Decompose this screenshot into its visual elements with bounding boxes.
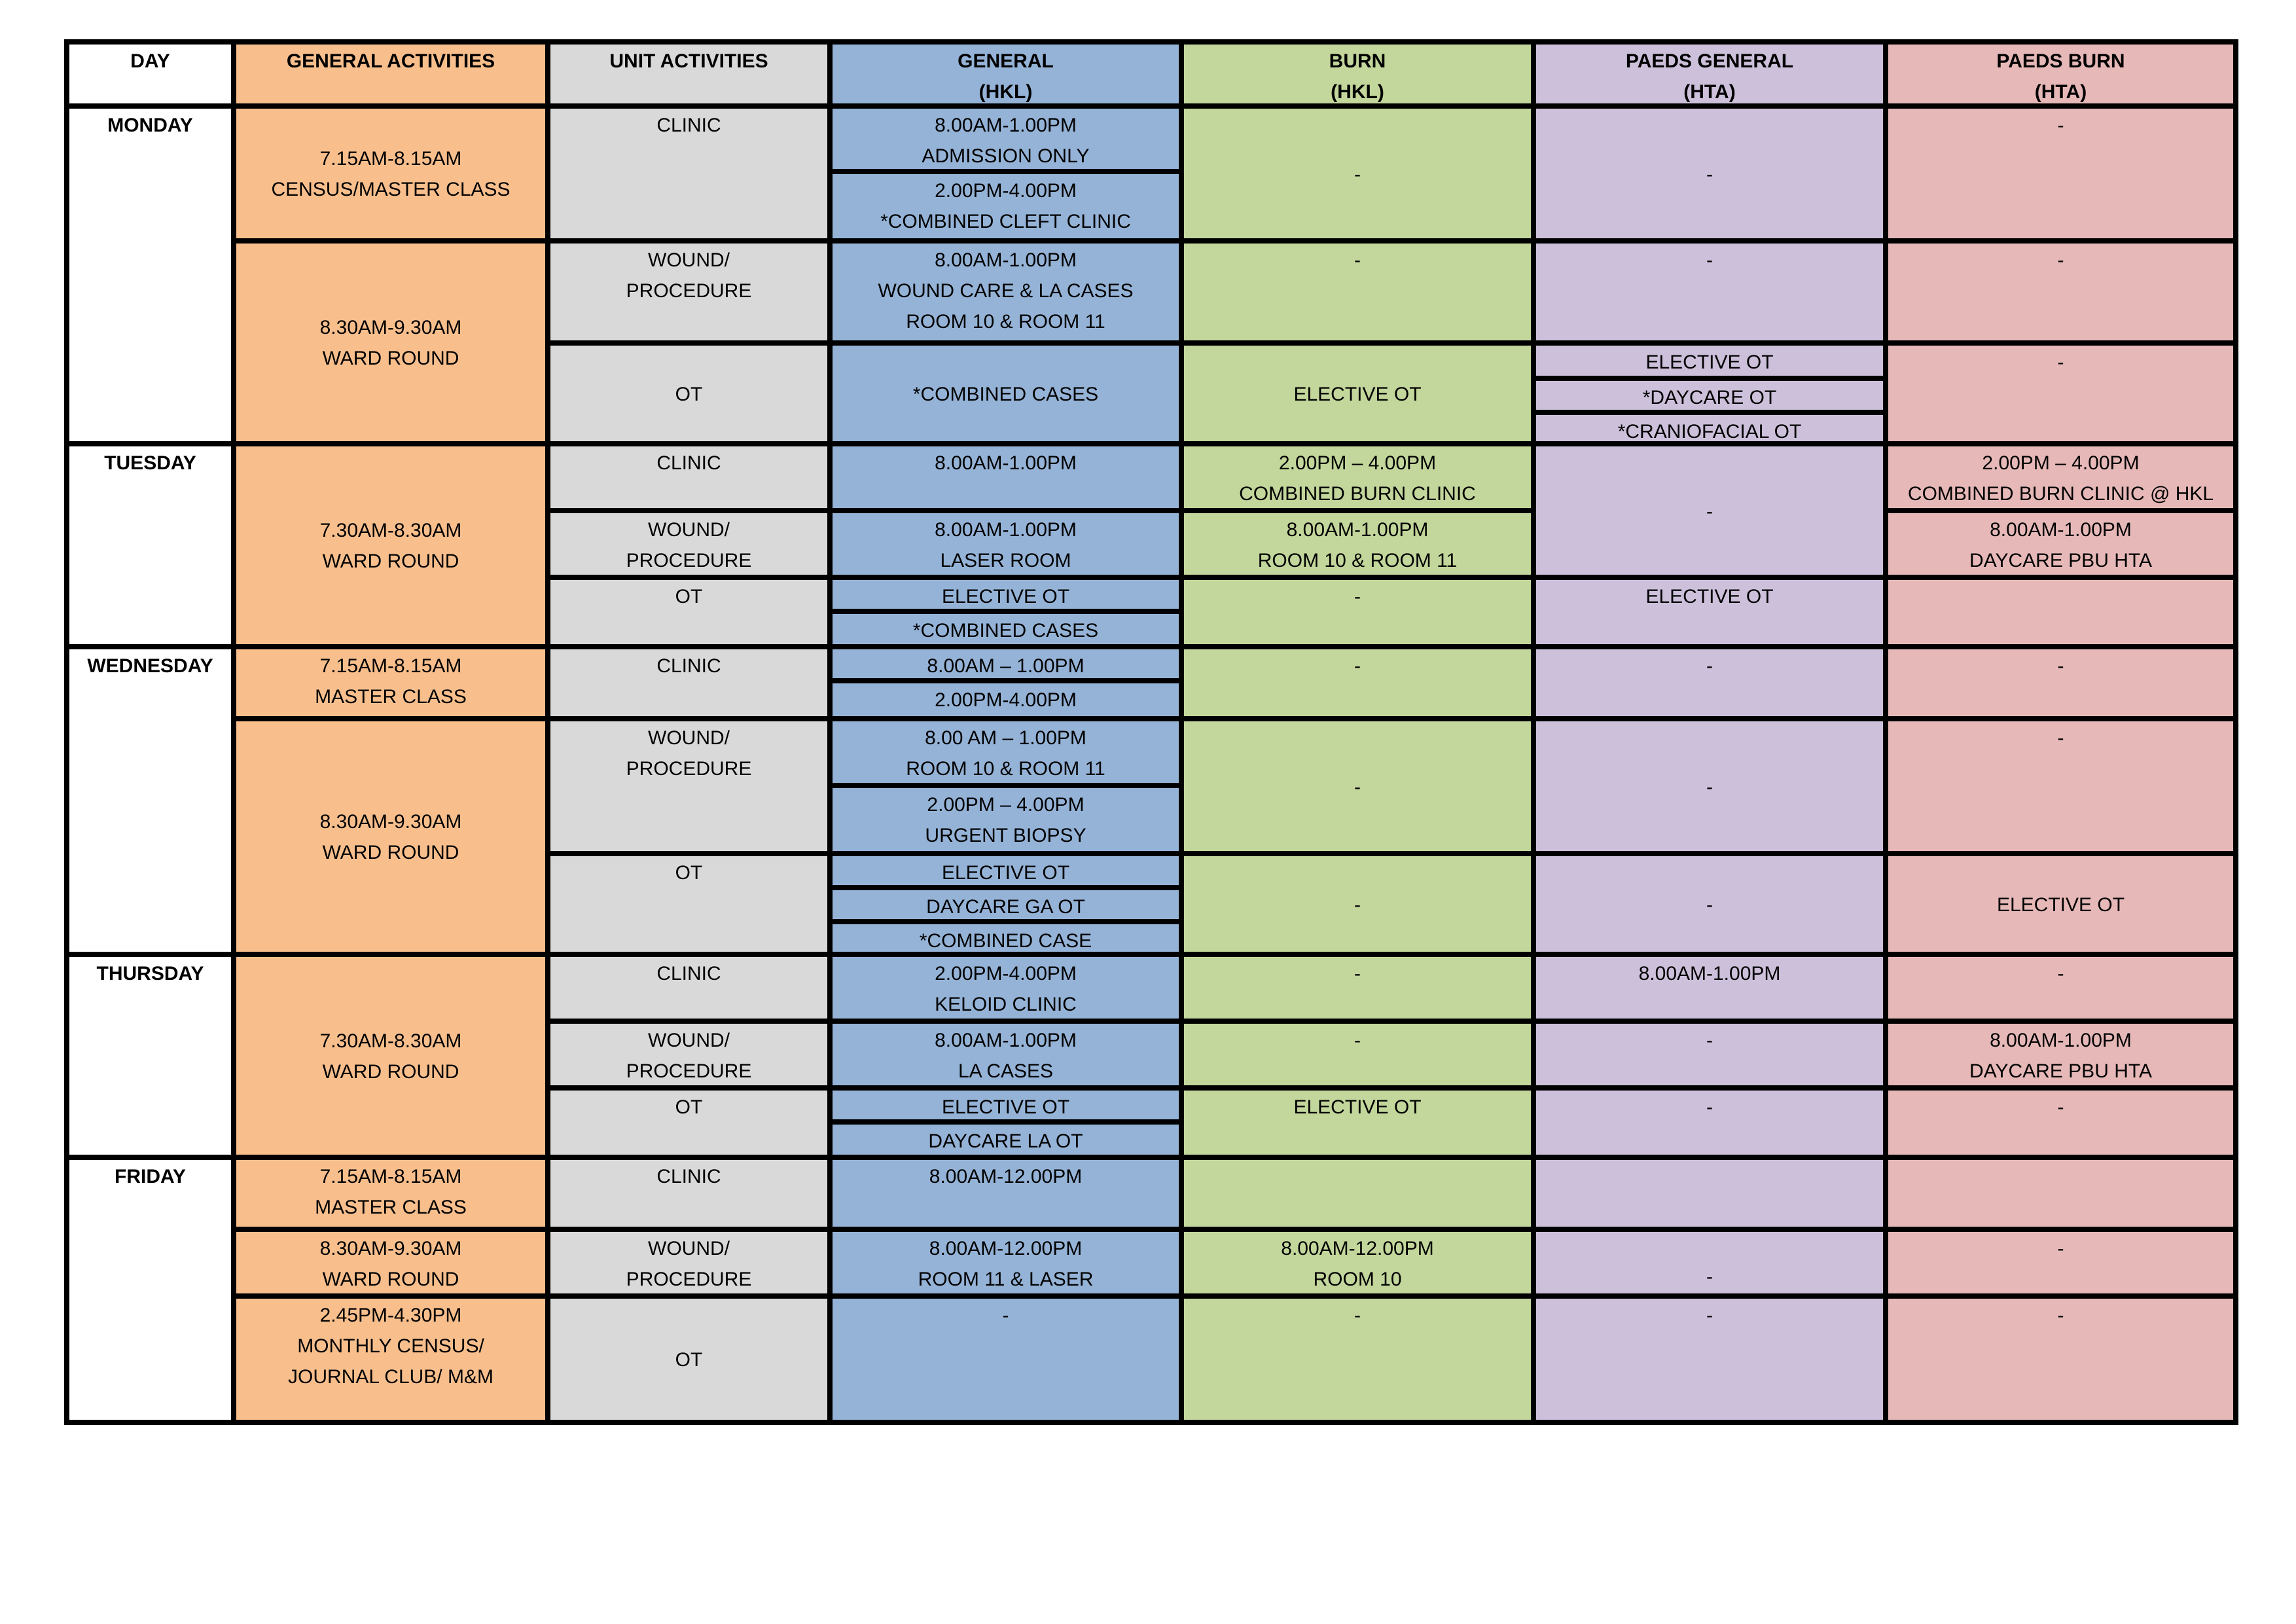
unit-activity-wound: [550, 721, 827, 851]
burn-hkl-tue-wound: [1184, 513, 1531, 575]
unit-activity-wound-line: WOUND/: [648, 1030, 730, 1051]
paeds-burn-hta-tue-wound-line: DAYCARE PBU HTA: [1969, 550, 2152, 571]
general-activity-line: 8.30AM-9.30AM: [319, 317, 462, 338]
burn-hkl-tue-wound-line: ROOM 10 & ROOM 11: [1257, 550, 1458, 571]
general-hkl-tue-clinic-line: 8.00AM-1.00PM: [935, 452, 1077, 474]
burn-hkl-thu-clinic-line: -: [1354, 963, 1361, 984]
unit-activity-clinic: [550, 109, 827, 238]
unit-activity-wound: [550, 1232, 827, 1293]
general-activity-line: 7.15AM-8.15AM: [319, 148, 462, 170]
paeds-general-hta-mon-wound-line: -: [1706, 249, 1713, 271]
paeds-burn-hta-wed-wound: [1888, 721, 2233, 851]
general-activity-line: CENSUS/MASTER CLASS: [271, 179, 511, 200]
paeds-burn-hta-tue-wound-line: 8.00AM-1.00PM: [1990, 519, 2132, 541]
general-hkl-thu-clinic: [833, 957, 1179, 1019]
paeds-general-hta-fri-ot-line: -: [1706, 1305, 1713, 1326]
general-hkl-fri-wound-line: ROOM 11 & LASER: [918, 1269, 1094, 1290]
general-hkl-thu-clinic-line: 2.00PM-4.00PM: [935, 963, 1077, 984]
paeds-general-hta-fri-clinic: [1536, 1160, 1883, 1227]
general-activity-line: 7.30AM-8.30AM: [319, 520, 462, 541]
general-activity-line: JOURNAL CLUB/ M&M: [288, 1366, 493, 1388]
header-unit-activities-line: UNIT ACTIVITIES: [609, 50, 768, 72]
general-activity: [236, 244, 545, 441]
general-activity-line: 7.15AM-8.15AM: [319, 1166, 462, 1187]
day-wednesday-line: WEDNESDAY: [87, 655, 213, 677]
burn-hkl-tue-ot: [1184, 580, 1531, 644]
general-hkl-thu-ot-2: [833, 1125, 1179, 1155]
unit-activity-wound-line: PROCEDURE: [626, 550, 752, 571]
header-paeds-general-hta-line: (HTA): [1683, 81, 1736, 103]
burn-hkl-wed-wound: [1184, 721, 1531, 851]
burn-hkl-tue-ot-line: -: [1354, 586, 1361, 607]
day-monday: [69, 109, 231, 441]
paeds-general-hta-wed-clinic-line: -: [1706, 655, 1713, 677]
general-hkl-mon-clinic-2: [833, 174, 1179, 238]
general-activity: [236, 1299, 545, 1420]
general-hkl-mon-wound-line: ROOM 10 & ROOM 11: [906, 311, 1105, 333]
burn-hkl-mon-clinic: [1184, 109, 1531, 238]
general-hkl-wed-ot-1-line: ELECTIVE OT: [941, 862, 1070, 884]
header-paeds-general-hta: [1536, 45, 1883, 103]
burn-hkl-wed-ot: [1184, 856, 1531, 952]
burn-hkl-wed-clinic-line: -: [1354, 655, 1361, 677]
general-hkl-wed-ot-3: [833, 924, 1179, 952]
general-hkl-tue-clinic: [833, 446, 1179, 508]
general-hkl-mon-ot: [833, 346, 1179, 441]
schedule-table: [64, 39, 2238, 1425]
general-hkl-thu-ot-2-line: DAYCARE LA OT: [928, 1130, 1083, 1152]
paeds-burn-hta-tue-clinic-line: 2.00PM – 4.00PM: [1982, 452, 2140, 474]
header-day: [69, 45, 231, 103]
general-hkl-wed-wound-2-line: URGENT BIOPSY: [925, 825, 1086, 846]
burn-hkl-wed-ot-line: -: [1354, 893, 1361, 916]
paeds-general-hta-mon-clinic-line: -: [1706, 163, 1713, 185]
unit-activity-ot-line: OT: [675, 862, 703, 884]
general-hkl-tue-ot-1: [833, 580, 1179, 609]
burn-hkl-thu-ot-line: ELECTIVE OT: [1293, 1096, 1422, 1118]
unit-activity-ot-line: OT: [675, 1096, 703, 1118]
paeds-burn-hta-fri-ot: [1888, 1299, 2233, 1420]
burn-hkl-fri-clinic: [1184, 1160, 1531, 1227]
unit-activity-clinic: [550, 957, 827, 1019]
unit-activity-wound: [550, 244, 827, 340]
burn-hkl-mon-ot: [1184, 346, 1531, 441]
paeds-general-hta-wed-wound-line: -: [1706, 776, 1713, 798]
burn-hkl-mon-ot-line: ELECTIVE OT: [1293, 383, 1422, 405]
general-activity-line: MASTER CLASS: [315, 686, 467, 708]
paeds-general-hta-mon-ot-3-line: *CRANIOFACIAL OT: [1617, 421, 1802, 442]
general-activity-line: WARD ROUND: [322, 348, 459, 369]
burn-hkl-fri-ot-line: -: [1354, 1305, 1361, 1326]
general-activity-line: MONTHLY CENSUS/: [297, 1335, 484, 1357]
paeds-general-hta-tue-ot: [1536, 580, 1883, 644]
header-general-hkl: [833, 45, 1179, 103]
paeds-burn-hta-thu-wound: [1888, 1024, 2233, 1085]
burn-hkl-wed-clinic: [1184, 649, 1531, 716]
paeds-burn-hta-fri-ot-line: -: [2057, 1305, 2064, 1326]
burn-hkl-thu-clinic: [1184, 957, 1531, 1019]
unit-activity-ot: [550, 1299, 827, 1420]
paeds-general-hta-fri-wound: [1536, 1232, 1883, 1293]
general-hkl-mon-clinic-2-line: 2.00PM-4.00PM: [935, 180, 1077, 202]
unit-activity-clinic: [550, 446, 827, 508]
general-hkl-thu-clinic-line: KELOID CLINIC: [935, 994, 1077, 1015]
unit-activity-wound-line: PROCEDURE: [626, 1060, 752, 1082]
general-hkl-tue-ot-1-line: ELECTIVE OT: [941, 586, 1070, 607]
burn-hkl-wed-wound-line: -: [1354, 776, 1361, 798]
header-general-hkl-line: (HKL): [978, 81, 1033, 103]
day-friday-line: FRIDAY: [115, 1166, 186, 1187]
day-thursday-line: THURSDAY: [96, 963, 204, 984]
paeds-general-hta-fri-wound-line: -: [1706, 1266, 1713, 1288]
paeds-general-hta-mon-ot-2-line: *DAYCARE OT: [1642, 387, 1777, 408]
general-hkl-wed-ot-2-line: DAYCARE GA OT: [926, 896, 1085, 918]
general-activity-line: 2.45PM-4.30PM: [319, 1305, 462, 1326]
burn-hkl-tue-clinic-line: COMBINED BURN CLINIC: [1239, 483, 1476, 505]
general-hkl-wed-wound-2-line: 2.00PM – 4.00PM: [927, 794, 1085, 816]
general-hkl-fri-wound-line: 8.00AM-12.00PM: [929, 1238, 1083, 1259]
paeds-burn-hta-thu-wound-line: 8.00AM-1.00PM: [1990, 1030, 2132, 1051]
general-hkl-fri-ot-line: -: [1002, 1305, 1009, 1326]
day-monday-line: MONDAY: [107, 115, 193, 136]
burn-hkl-mon-clinic-line: -: [1354, 163, 1361, 185]
paeds-burn-hta-thu-ot: [1888, 1091, 2233, 1155]
paeds-burn-hta-wed-ot-line: ELECTIVE OT: [1996, 893, 2125, 916]
unit-activity-clinic: [550, 649, 827, 716]
paeds-burn-hta-fri-wound: [1888, 1232, 2233, 1293]
header-paeds-burn-hta: [1888, 45, 2233, 103]
unit-activity-ot: [550, 580, 827, 644]
paeds-burn-hta-mon-wound-line: -: [2057, 249, 2064, 271]
paeds-general-hta-mon-wound: [1536, 244, 1883, 340]
burn-hkl-fri-ot: [1184, 1299, 1531, 1420]
general-hkl-mon-clinic-1-line: 8.00AM-1.00PM: [935, 115, 1077, 136]
unit-activity-clinic: [550, 1160, 827, 1227]
burn-hkl-tue-wound-line: 8.00AM-1.00PM: [1286, 519, 1429, 541]
unit-activity-wound-line: PROCEDURE: [626, 280, 752, 302]
general-hkl-mon-clinic-2-line: *COMBINED CLEFT CLINIC: [880, 211, 1131, 232]
general-hkl-mon-clinic-1-line: ADMISSION ONLY: [922, 145, 1090, 167]
general-hkl-wed-wound-1: [833, 721, 1179, 783]
general-hkl-tue-wound-line: 8.00AM-1.00PM: [935, 519, 1077, 541]
general-hkl-wed-ot-2: [833, 890, 1179, 919]
general-hkl-wed-clinic-1: [833, 649, 1179, 678]
paeds-general-hta-mon-clinic: [1536, 109, 1883, 238]
paeds-burn-hta-thu-clinic-line: -: [2057, 963, 2064, 984]
paeds-general-hta-mon-ot-1-line: ELECTIVE OT: [1645, 352, 1774, 373]
general-hkl-tue-ot-2: [833, 614, 1179, 644]
general-activity-line: 8.30AM-9.30AM: [319, 811, 462, 833]
unit-activity-wound-line: PROCEDURE: [626, 1269, 752, 1290]
general-hkl-mon-wound-line: WOUND CARE & LA CASES: [878, 280, 1134, 302]
unit-activity-ot-line: OT: [675, 383, 703, 405]
header-day-line: DAY: [130, 50, 170, 72]
general-hkl-tue-wound-line: LASER ROOM: [940, 550, 1071, 571]
paeds-burn-hta-tue-ot: [1888, 580, 2233, 644]
unit-activity-ot-line: OT: [675, 586, 703, 607]
burn-hkl-fri-wound: [1184, 1232, 1531, 1293]
paeds-burn-hta-wed-clinic: [1888, 649, 2233, 716]
general-hkl-thu-wound-line: 8.00AM-1.00PM: [935, 1030, 1077, 1051]
unit-activity-clinic-line: CLINIC: [656, 655, 721, 677]
paeds-burn-hta-wed-ot: [1888, 856, 2233, 952]
general-hkl-mon-wound-line: 8.00AM-1.00PM: [935, 249, 1077, 271]
general-hkl-fri-wound: [833, 1232, 1179, 1293]
paeds-general-hta-mon-ot-1: [1536, 346, 1883, 376]
burn-hkl-fri-wound-line: ROOM 10: [1313, 1269, 1402, 1290]
general-hkl-wed-clinic-2: [833, 683, 1179, 716]
paeds-general-hta-thu-ot-line: -: [1706, 1096, 1713, 1118]
burn-hkl-mon-wound: [1184, 244, 1531, 340]
paeds-general-hta-wed-wound: [1536, 721, 1883, 851]
unit-activity-clinic-line: CLINIC: [656, 1166, 721, 1187]
general-hkl-wed-clinic-2-line: 2.00PM-4.00PM: [935, 689, 1077, 711]
header-general-hkl-line: GENERAL: [958, 50, 1054, 72]
paeds-general-hta-fri-ot: [1536, 1299, 1883, 1420]
unit-activity-wound-line: WOUND/: [648, 249, 730, 271]
unit-activity-ot-line: OT: [675, 1349, 703, 1371]
paeds-burn-hta-mon-ot: [1888, 346, 2233, 441]
paeds-general-hta-thu-wound: [1536, 1024, 1883, 1085]
header-general-activities: [236, 45, 545, 103]
paeds-general-hta-mon-ot-3: [1536, 415, 1883, 441]
general-hkl-mon-wound: [833, 244, 1179, 340]
day-friday: [69, 1160, 231, 1420]
general-hkl-mon-ot-line: *COMBINED CASES: [912, 383, 1099, 405]
paeds-burn-hta-thu-clinic: [1888, 957, 2233, 1019]
unit-activity-wound-line: WOUND/: [648, 1238, 730, 1259]
general-hkl-mon-clinic-1: [833, 109, 1179, 169]
day-tuesday: [69, 446, 231, 644]
header-paeds-burn-hta-line: PAEDS BURN: [1996, 50, 2125, 72]
general-activity: [236, 957, 545, 1155]
general-activity-line: 7.15AM-8.15AM: [319, 655, 462, 677]
burn-hkl-fri-wound-line: 8.00AM-12.00PM: [1281, 1238, 1434, 1259]
paeds-burn-hta-thu-ot-line: -: [2057, 1096, 2064, 1118]
paeds-burn-hta-tue-clinic: [1888, 446, 2233, 508]
unit-activity-wound-line: PROCEDURE: [626, 758, 752, 780]
general-activity-line: 8.30AM-9.30AM: [319, 1238, 462, 1259]
unit-activity-wound: [550, 513, 827, 575]
paeds-burn-hta-wed-clinic-line: -: [2057, 655, 2064, 677]
paeds-general-hta-thu-clinic: [1536, 957, 1883, 1019]
header-paeds-general-hta-line: PAEDS GENERAL: [1625, 50, 1794, 72]
general-activity: [236, 1160, 545, 1227]
paeds-burn-hta-wed-wound-line: -: [2057, 727, 2064, 749]
general-hkl-wed-wound-2: [833, 788, 1179, 851]
paeds-burn-hta-tue-clinic-line: COMBINED BURN CLINIC @ HKL: [1907, 483, 2214, 505]
general-activity: [236, 446, 545, 644]
unit-activity-ot: [550, 1091, 827, 1155]
header-general-activities-line: GENERAL ACTIVITIES: [286, 50, 495, 72]
general-hkl-tue-wound: [833, 513, 1179, 575]
paeds-burn-hta-mon-clinic-line: -: [2057, 115, 2064, 136]
paeds-general-hta-thu-clinic-line: 8.00AM-1.00PM: [1638, 963, 1781, 984]
unit-activity-wound: [550, 1024, 827, 1085]
day-wednesday: [69, 649, 231, 952]
general-hkl-tue-ot-2-line: *COMBINED CASES: [912, 620, 1099, 641]
general-hkl-thu-ot-1: [833, 1091, 1179, 1119]
general-hkl-thu-wound-line: LA CASES: [958, 1060, 1054, 1082]
day-tuesday-line: TUESDAY: [104, 452, 196, 474]
general-hkl-thu-wound: [833, 1024, 1179, 1085]
general-hkl-wed-clinic-1-line: 8.00AM – 1.00PM: [927, 655, 1085, 677]
header-burn-hkl-line: BURN: [1329, 50, 1386, 72]
paeds-burn-hta-mon-wound: [1888, 244, 2233, 340]
unit-activity-clinic-line: CLINIC: [656, 452, 721, 474]
general-hkl-thu-ot-1-line: ELECTIVE OT: [941, 1096, 1070, 1118]
general-hkl-wed-wound-1-line: 8.00 AM – 1.00PM: [925, 727, 1086, 749]
paeds-general-hta-tue-ot-line: ELECTIVE OT: [1645, 586, 1774, 607]
general-hkl-fri-clinic-line: 8.00AM-12.00PM: [929, 1166, 1083, 1187]
unit-activity-wound-line: WOUND/: [648, 727, 730, 749]
general-activity-line: MASTER CLASS: [315, 1197, 467, 1218]
general-hkl-wed-ot-1: [833, 856, 1179, 885]
burn-hkl-tue-clinic: [1184, 446, 1531, 508]
general-activity-line: WARD ROUND: [322, 1269, 459, 1290]
paeds-general-hta-mon-ot-2: [1536, 381, 1883, 410]
unit-activity-wound-line: WOUND/: [648, 519, 730, 541]
unit-activity-ot: [550, 856, 827, 952]
general-hkl-fri-ot: [833, 1299, 1179, 1420]
burn-hkl-thu-wound-line: -: [1354, 1030, 1361, 1051]
paeds-general-hta-thu-wound-line: -: [1706, 1030, 1713, 1051]
header-paeds-burn-hta-line: (HTA): [2034, 81, 2087, 103]
paeds-burn-hta-tue-wound: [1888, 513, 2233, 575]
unit-activity-ot: [550, 346, 827, 441]
general-activity: [236, 649, 545, 716]
general-activity-line: WARD ROUND: [322, 550, 459, 572]
paeds-general-hta-tue-clinic-wound: [1536, 446, 1883, 575]
general-activity: [236, 109, 545, 238]
paeds-general-hta-tue-clinic-wound-line: -: [1706, 500, 1713, 522]
unit-activity-clinic-line: CLINIC: [656, 115, 721, 136]
paeds-general-hta-wed-ot-line: -: [1706, 893, 1713, 916]
general-activity-line: 7.30AM-8.30AM: [319, 1030, 462, 1052]
paeds-burn-hta-fri-wound-line: -: [2057, 1238, 2064, 1259]
header-burn-hkl-line: (HKL): [1331, 81, 1384, 103]
day-thursday: [69, 957, 231, 1155]
burn-hkl-tue-clinic-line: 2.00PM – 4.00PM: [1278, 452, 1437, 474]
header-unit-activities: [550, 45, 827, 103]
paeds-burn-hta-thu-wound-line: DAYCARE PBU HTA: [1969, 1060, 2152, 1082]
general-activity-line: WARD ROUND: [322, 842, 459, 863]
unit-activity-clinic-line: CLINIC: [656, 963, 721, 984]
paeds-burn-hta-mon-ot-line: -: [2057, 352, 2064, 373]
paeds-general-hta-thu-ot: [1536, 1091, 1883, 1155]
general-hkl-fri-clinic: [833, 1160, 1179, 1227]
burn-hkl-thu-wound: [1184, 1024, 1531, 1085]
paeds-general-hta-wed-ot: [1536, 856, 1883, 952]
paeds-burn-hta-mon-clinic: [1888, 109, 2233, 238]
general-activity-line: WARD ROUND: [322, 1061, 459, 1083]
general-activity: [236, 721, 545, 952]
paeds-burn-hta-fri-clinic: [1888, 1160, 2233, 1227]
burn-hkl-mon-wound-line: -: [1354, 249, 1361, 271]
paeds-general-hta-wed-clinic: [1536, 649, 1883, 716]
general-hkl-wed-ot-3-line: *COMBINED CASE: [919, 930, 1092, 952]
burn-hkl-thu-ot: [1184, 1091, 1531, 1155]
general-activity: [236, 1232, 545, 1293]
general-hkl-wed-wound-1-line: ROOM 10 & ROOM 11: [906, 758, 1105, 780]
header-burn-hkl: [1184, 45, 1531, 103]
